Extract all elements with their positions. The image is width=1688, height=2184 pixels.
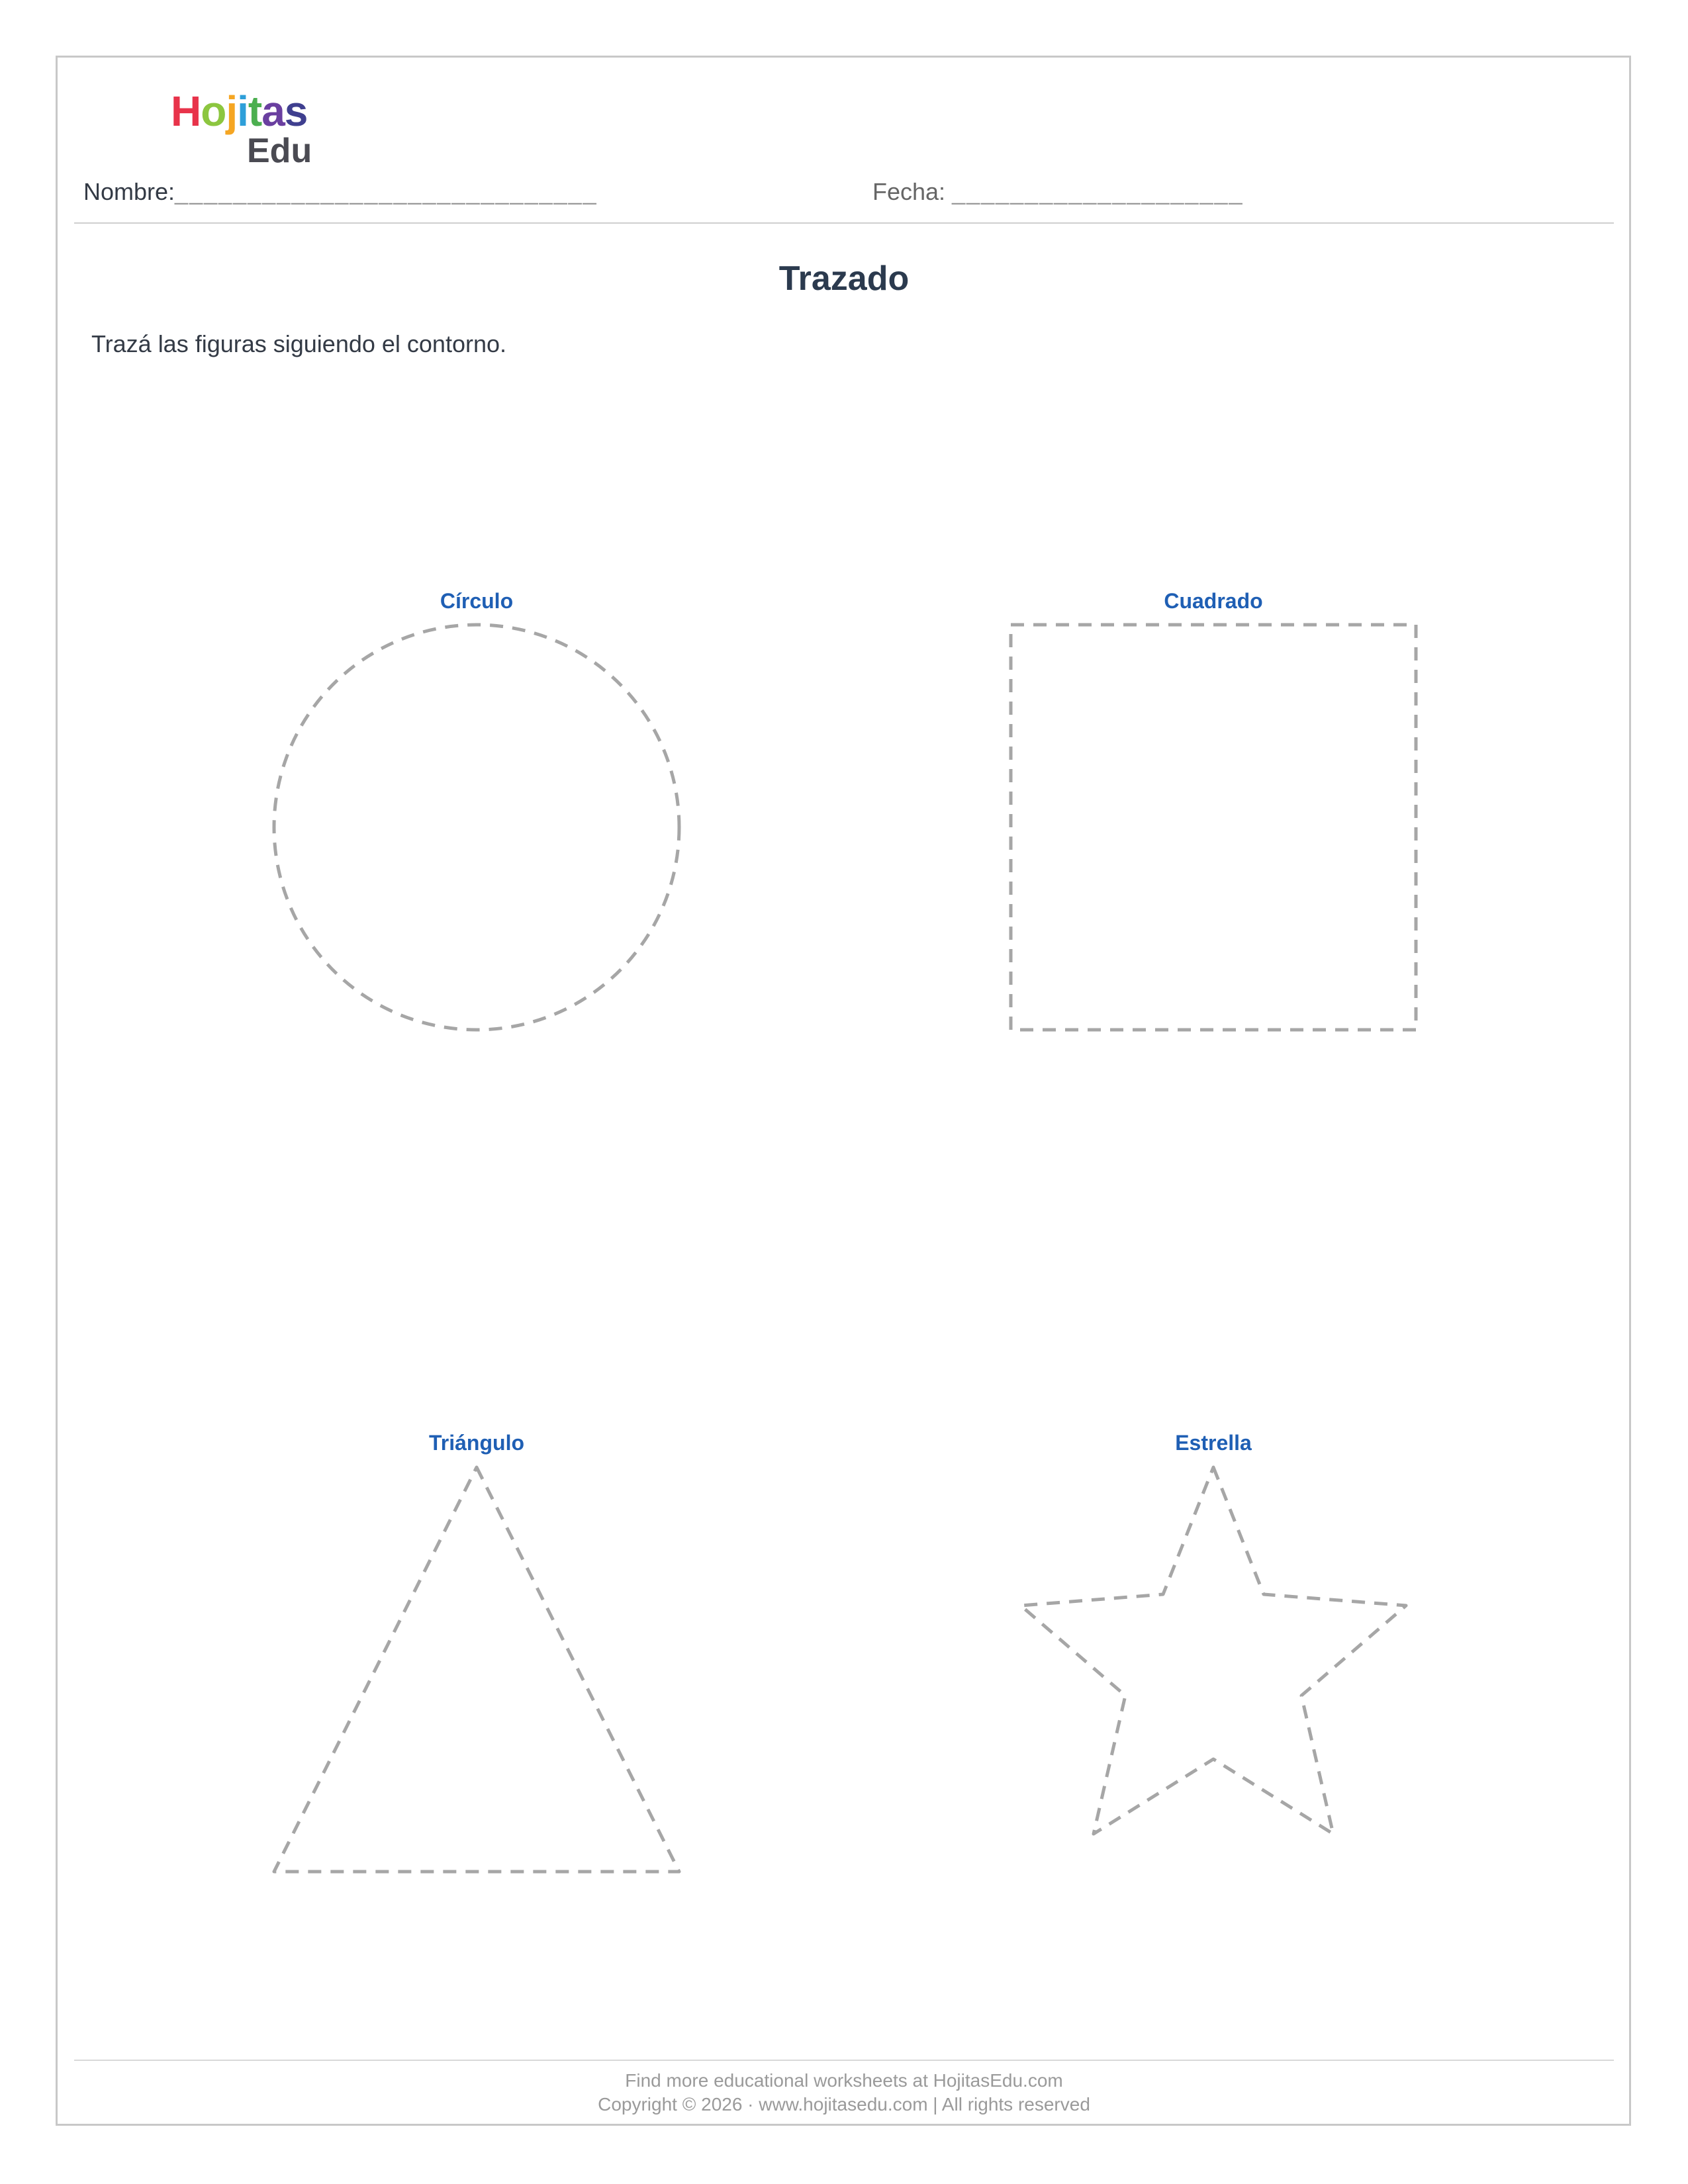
logo-letter: H <box>171 87 201 135</box>
name-blank-line[interactable]: _____________________________ <box>175 178 598 205</box>
star-tracing-outline[interactable] <box>1021 1467 1406 1834</box>
circle-tracing-outline[interactable] <box>274 625 679 1030</box>
logo-letter: a <box>261 87 285 135</box>
footer-divider <box>74 2060 1614 2061</box>
label-circle: Círculo <box>440 589 514 613</box>
logo-edu-text: Edu <box>247 132 312 170</box>
name-label: Nombre: <box>83 178 175 205</box>
triangle-tracing-outline[interactable] <box>274 1467 679 1872</box>
logo-letter: j <box>226 87 238 135</box>
date-label: Fecha: <box>872 178 946 205</box>
footer-copyright-text: Copyright © 2026 · www.hojitasedu.com | All rights reserved <box>598 2094 1090 2115</box>
worksheet-title: Trazado <box>778 259 910 298</box>
square-tracing-outline[interactable] <box>1011 625 1416 1030</box>
label-square: Cuadrado <box>1164 589 1263 613</box>
logo-letter: t <box>248 87 262 135</box>
label-triangle: Triángulo <box>429 1431 524 1455</box>
logo-letter: o <box>201 87 226 135</box>
label-star: Estrella <box>1175 1431 1252 1455</box>
logo-letter: s <box>284 87 308 135</box>
footer-promo-text: Find more educational worksheets at HojitasEdu.com <box>625 2070 1063 2091</box>
date-blank-line[interactable]: ____________________ <box>952 178 1244 205</box>
instructions-text: Trazá las figuras siguiendo el contorno. <box>91 330 507 357</box>
logo-letter: i <box>237 87 248 135</box>
